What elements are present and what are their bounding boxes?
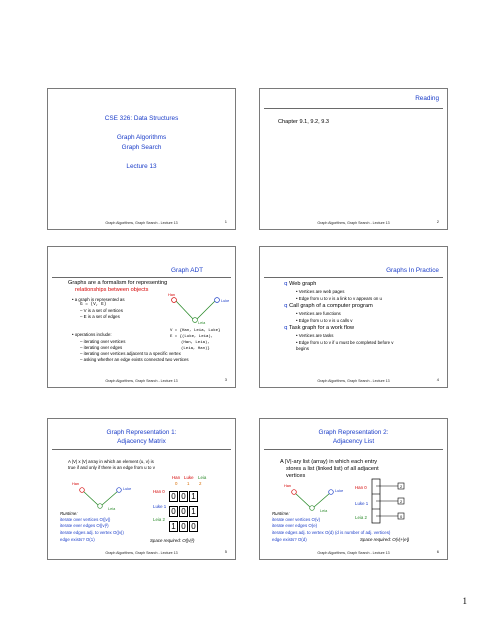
slide-5-space: Space required: O(|v|²)	[150, 538, 195, 543]
slide-5-col-head-2: Leia	[198, 475, 207, 480]
slide-4-item-3-sub-2-text: Edge from u to v if u must be completed before v begins	[296, 340, 394, 351]
slide-6-list-val-0: 2	[400, 484, 403, 489]
slide-3-op-3: – iterating over vertices adjacent to a specific vertex	[80, 351, 181, 356]
matrix-cell: 0	[179, 521, 188, 532]
slide-4-item-3-head: Task graph for a work flow	[289, 325, 354, 331]
slide-6-title-2: Adjacency List	[332, 438, 375, 445]
slide-4-item-1-sub-2-text: Edge from u to v is a link to v appears on u	[298, 296, 382, 301]
slide-5-col-idx-1: 1	[187, 481, 190, 486]
slide-1-title-1: CSE 326: Data Structures	[104, 115, 179, 122]
slide-3-node-luke	[215, 298, 220, 303]
slide-4-item-3-sub-1: • Vertices are tasks	[296, 333, 334, 338]
slide-5-col-head-0: Han	[172, 475, 181, 480]
slide-5-matrix-row-2	[169, 516, 199, 534]
slide-3-intro-2: relationships between objects	[75, 287, 149, 293]
slide-5-row-label-1: Luke 1	[153, 504, 167, 509]
slide-5-edge-luke-leia	[102, 491, 118, 505]
slide-3-label-han: Han	[168, 293, 175, 297]
slide-5-col-idx-2: 2	[199, 481, 202, 486]
slide-5-number: 5	[224, 549, 227, 554]
slide-6-label-luke: Luke	[335, 489, 344, 493]
slide-3-graph	[170, 297, 220, 327]
slide-5-rt-2: iterate ever edges O(|v|²)	[60, 523, 109, 528]
matrix-cell: 0	[179, 506, 188, 517]
slide-5-desc-2: true if and only if there is an edge from u to v	[68, 465, 155, 470]
slide-6-desc-2: stores a list (linked list) of all adjacent	[286, 466, 379, 472]
slide-3-number: 3	[224, 377, 227, 382]
matrix-cell: 1	[189, 506, 198, 517]
slide-3-bullet-2: • operations include:	[72, 332, 112, 337]
slide-6-edge-luke-leia	[314, 493, 330, 507]
slide-4-item-2	[284, 303, 373, 310]
slide-6-runtime: Runtime:	[272, 511, 290, 516]
slide-3-bullet-1-text: a graph is represented as	[74, 297, 125, 302]
slide-3-bullet-2-text: operations include:	[74, 332, 112, 337]
slide-5-node-luke	[117, 488, 122, 493]
slide-2-rule	[264, 108, 443, 109]
slide-5-label-han: Han	[72, 482, 79, 486]
slide-6-node-han	[292, 490, 297, 495]
slide-1	[47, 88, 236, 230]
slide-6-label-leia: Leia	[320, 509, 328, 513]
slide-6-number: 6	[436, 549, 439, 554]
slide-5-rule	[52, 449, 231, 450]
slide-3-intro-1: Graphs are a formalism for representing	[68, 280, 168, 286]
slide-4	[259, 246, 448, 388]
slide-6-desc-3: vertices	[286, 473, 306, 479]
slide-6-row-label-2: Leia 2	[355, 515, 367, 520]
slide-5-row-label-2: Leia 2	[153, 517, 165, 522]
matrix-cell: 0	[169, 491, 178, 502]
matrix-cell: 0	[189, 521, 198, 532]
slide-5-col-idx-0: 0	[175, 481, 178, 486]
slide-5-title-2: Adjacency Matrix	[117, 438, 166, 445]
slide-3-sub-2: – E is a set of edges	[80, 314, 120, 319]
slide-5-row-label-0: Han 0	[153, 489, 165, 494]
slide-4-item-3	[284, 325, 354, 332]
slide-6-footer: Graph Algorithms, Graph Search - Lecture 13	[317, 551, 390, 555]
slide-5-title-1: Graph Representation 1:	[106, 429, 177, 436]
slide-6-rt-1: iterate over vertices O(v)	[272, 517, 321, 522]
page-number: 1	[462, 596, 467, 606]
slide-3-edef-3: (Leia, Han)}	[181, 347, 210, 351]
slide-5-label-leia: Leia	[108, 507, 116, 511]
slide-3-node-leia	[193, 318, 198, 323]
slide-3-gdef: G = (V, E)	[80, 302, 107, 307]
q-bullet-icon: q	[284, 281, 288, 287]
slide-1-number: 1	[224, 219, 227, 224]
slide-6-graph	[290, 489, 336, 513]
slide-4-item-1-sub-1-text: Vertices are web pages	[298, 289, 345, 294]
slide-6-rule	[264, 449, 443, 450]
slide-6-space: Space required: O(v|+|e|)	[360, 537, 410, 542]
slide-4-item-1-sub-2: • Edge from u to v is a link to v appears on u	[296, 296, 382, 301]
slide-4-footer: Graph Algorithms, Graph Search - Lecture 13	[317, 379, 390, 383]
slide-3-rule	[52, 277, 231, 278]
slide-3-bullet-1: • a graph is represented as	[72, 297, 125, 302]
slide-6-row-label-0: Han 0	[355, 485, 367, 490]
slide-3-sub-1: – V is a set of vertices	[80, 308, 123, 313]
slide-3-edge-luke-leia	[197, 301, 215, 319]
slide-3-edef-2: (Han, Leia),	[181, 341, 210, 345]
slide-4-item-3-sub-2: • Edge from u to v if u must be completed before v begins	[296, 340, 394, 351]
slide-6-list-diagram	[372, 479, 412, 527]
slide-6-list-val-1: 2	[400, 499, 403, 504]
slide-3-edge-han-leia	[176, 301, 193, 319]
slide-5-node-leia	[98, 504, 103, 509]
slide-5-col-head-1: Luke	[184, 475, 194, 480]
slide-4-item-2-sub-1: • Vertices are functions	[296, 311, 341, 316]
slide-6-list-val-2: 0	[400, 514, 403, 519]
slide-2-footer: Graph Algorithms, Graph Search - Lecture 13	[317, 221, 390, 225]
slide-5-desc-1: A |V| x |V| array in which an element (u, v) is	[68, 459, 154, 464]
slide-1-title-4: Lecture 13	[126, 163, 157, 170]
slide-5-node-han	[80, 488, 85, 493]
slide-6-title-1: Graph Representation 2:	[318, 429, 389, 436]
slide-3-label-leia: Leia	[198, 321, 206, 325]
slide-6-row-label-1: Luke 1	[355, 501, 369, 506]
slide-6-rt-3: iterate edges adj. to vertex O(d) (d is number of adj. vertices)	[272, 530, 391, 535]
slide-3	[47, 246, 236, 388]
slide-3-op-4: – asking whether an edge exists connected two vertices	[80, 357, 189, 362]
slide-4-item-2-head: Call graph of a computer program	[289, 303, 373, 309]
matrix-cell: 1	[189, 491, 198, 502]
slide-4-item-3-sub-1-text: Vertices are tasks	[298, 333, 334, 338]
slide-4-rule	[264, 277, 443, 278]
slide-3-title: Graph ADT	[171, 267, 203, 274]
slide-4-item-1-sub-1: • Vertices are web pages	[296, 289, 345, 294]
slide-3-op-2: – iterating over edges	[80, 345, 123, 350]
slide-5-runtime: Runtime:	[60, 511, 78, 516]
slide-6-desc-1: A |V|-ary list (array) in which each entry	[280, 459, 378, 465]
slide-2	[259, 88, 448, 230]
slide-3-op-1: – iterating over vertices	[80, 339, 126, 344]
slide-4-item-2-sub-1-text: Vertices are functions	[298, 311, 341, 316]
slide-4-title: Graphs In Practice	[386, 267, 439, 274]
slide-3-footer: Graph Algorithms, Graph Search - Lecture 13	[105, 379, 178, 383]
slide-2-number: 2	[436, 219, 439, 224]
q-bullet-icon: q	[284, 325, 288, 331]
slide-5-label-luke: Luke	[123, 487, 132, 491]
slide-4-item-1-head: Web graph	[289, 281, 317, 287]
slide-5-rt-1: iterate over vertices O(|v|)	[60, 517, 111, 522]
slide-5	[47, 418, 236, 560]
slide-3-vdef: V = {Han, Leia, Luke}	[170, 329, 221, 333]
slide-3-edef-1: E = {(Luke, Leia),	[170, 335, 214, 339]
slide-6-label-han: Han	[284, 484, 291, 488]
slide-5-rt-4: edge exists? O(1)	[60, 537, 95, 542]
slide-6-node-luke	[329, 490, 334, 495]
matrix-cell: 0	[169, 506, 178, 517]
slide-5-footer: Graph Algorithms, Graph Search - Lecture 13	[105, 551, 178, 555]
slide-6-edge-han-leia	[295, 493, 310, 507]
slide-6-node-leia	[310, 506, 315, 511]
slide-4-item-1	[284, 281, 316, 288]
slide-4-number: 4	[436, 377, 439, 382]
slide-6-rt-4: edge exists? O(d)	[272, 537, 307, 542]
slide-6-rt-2: iterate ever edges O(e)	[272, 523, 318, 528]
slide-1-title-3: Graph Search	[121, 144, 162, 151]
matrix-cell: 0	[179, 491, 188, 502]
slide-5-rt-3: iterate edges adj. to vertex O(|v|)	[60, 530, 124, 535]
slide-6	[259, 418, 448, 560]
matrix-cell: 1	[169, 521, 178, 532]
slide-2-body: Chapter 9.1, 9.2, 9.3	[278, 119, 329, 125]
slide-2-title: Reading	[415, 95, 439, 102]
slide-1-footer: Graph Algorithms, Graph Search - Lecture 13	[105, 221, 178, 225]
slide-5-edge-han-leia	[83, 491, 98, 505]
q-bullet-icon: q	[284, 303, 288, 309]
slide-4-item-2-sub-2: • Edge from u to v is u calls v	[296, 318, 353, 323]
slide-4-item-2-sub-2-text: Edge from u to v is u calls v	[298, 318, 353, 323]
slide-1-title-2: Graph Algorithms	[116, 134, 167, 141]
slide-5-graph	[78, 487, 124, 511]
slide-3-label-luke: Luke	[221, 299, 230, 303]
